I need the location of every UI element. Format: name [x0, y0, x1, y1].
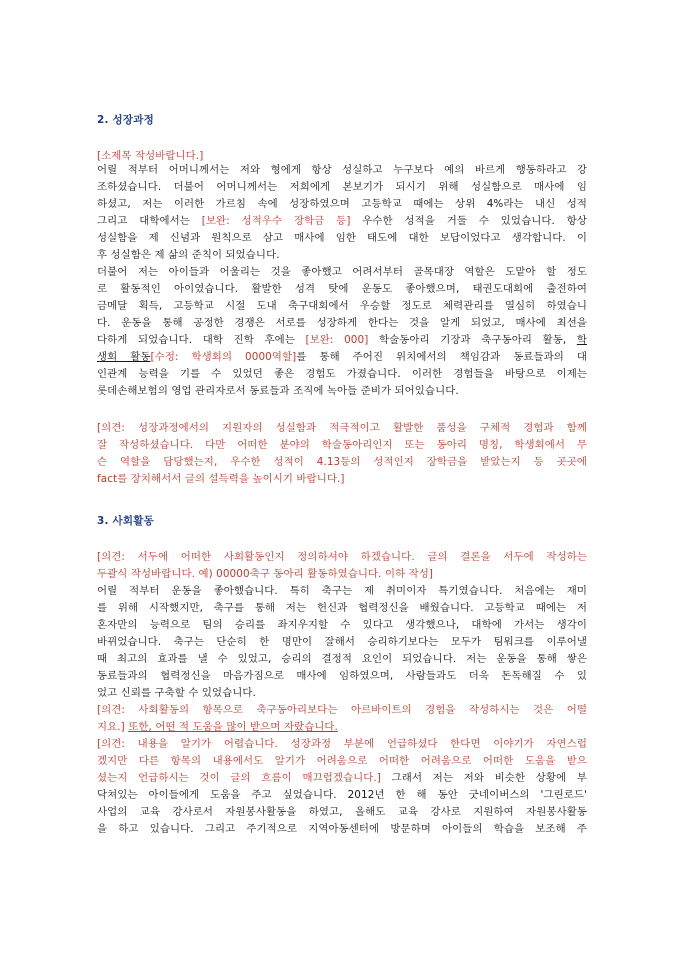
inline-revision-note: [수정: 학생회의 0000역할] — [150, 351, 297, 363]
section-2-comment: fact를 장치해서서 글의 설득력을 높이시기 바랍니다.] — [97, 473, 345, 485]
section-2-prompt: [소제목 작성바랍니다.] — [97, 150, 204, 162]
inline-supplement-note: [보완: 성적우수 장학금 등] — [201, 215, 351, 227]
section-3-comment: 겠지만 다른 항목의 내용에서도 알기가 어려움으로 어떠한 어려움으로 어떠한 도움을 받으 — [97, 755, 587, 767]
section-2-line: 롯데손해보험의 영업 관리자로서 동료들과 조직에 녹아들 준비가 되어있습니다. — [97, 385, 459, 397]
section-3-line: 때 최고의 효과를 낼 수 있었고, 승리의 결정적 요인이 되었습니다. 저는 운동을 통해 쌓은 — [97, 653, 587, 665]
text-run: 우수한 성적을 거둘 수 있었습니다. 항상 — [350, 215, 587, 227]
section-2-line: 다. 운동을 통해 공정한 경쟁은 서로를 성장하게 한다는 것을 알게 되었고, 매사에 최선을 — [97, 317, 587, 329]
section-2-line — [97, 215, 587, 228]
underlined-text: 학 — [576, 334, 587, 346]
section-3-line: 를 위해 시작했지만, 축구를 통해 저는 헌신과 협력정신을 배웠습니다. 고등학교 때에는 저 — [97, 602, 587, 614]
section-2-comment: 슨 역할을 담당했는지, 우수한 성적이 4.13등의 성적인지 장학금을 받았는지 등 곳곳에 — [97, 456, 587, 468]
section-3-comment: [의견: 내용을 알기가 어렵습니다. 성장과정 부분에 언급하셨다 한다면 이야기가 자연스럽 — [97, 738, 587, 750]
section-2-line: 더불어 저는 아이들과 어울리는 것을 좋아했고 어려서부터 골목대장 역할은 도맡아 할 정도 — [97, 266, 587, 278]
section-2-line: 로 활동적인 아이였습니다. 활발한 성격 탓에 운동도 좋아했으며, 태권도대회에 출전하여 — [97, 283, 587, 295]
section-3-comment: [의견: 사회활동의 항목으로 축구동아리보다는 아르바이트의 경험을 작성하시는 것은 어떨 — [97, 704, 587, 716]
section-2-line: 하셨고, 저는 이러한 가르침 속에 성장하였으며 고등학교 때에는 상위 4%라는 내신 성적 — [97, 198, 587, 210]
section-3-line: 사업의 교육 강사로서 자원봉사활동을 하였고, 올해도 교육 강사로 지원하여 자원봉사활동 — [97, 806, 587, 818]
text-run: 그래서 저는 저와 비슷한 상황에 부 — [380, 772, 587, 784]
section-3-line: 었고 신뢰를 구축할 수 있었습니다. — [97, 687, 256, 699]
text-run: 학술동아리 기장과 축구동아리 활동, — [368, 334, 577, 346]
section-3-line: 어릴 적부터 운동을 좋아했습니다. 특히 축구는 제 취미이자 특기였습니다. 처음에는 재미 — [97, 585, 587, 597]
section-2-line: 금메달 획득, 고등학교 시절 도내 축구대회에서 우승할 정도로 체력관리를 열심히 하였습니 — [97, 300, 587, 312]
underlined-text: 또한, 어떤 적 도움을 많이 받으며 자랐습니다. — [128, 721, 338, 733]
text-run: 지요.] — [97, 721, 129, 733]
section-3-comment: [의견: 서두에 어떠한 사회활동인지 정의하셔야 하겠습니다. 글의 결론을 서두에 작성하는 — [97, 551, 587, 563]
section-3-heading: 3. 사회활동 — [97, 515, 154, 527]
section-2-line — [97, 334, 587, 347]
section-2-comment: [의견: 성장과정에서의 지원자의 성실함과 적극적이고 활발한 품성을 구체적 경험과 함께 — [97, 422, 587, 434]
section-2-line: 조하셨습니다. 더불어 어머니께서는 저희에게 본보기가 되시기 위해 성실함으로 매사에 임 — [97, 181, 587, 193]
text-run: 를 통해 주어진 위치에서의 책임감과 동료들과의 대 — [296, 351, 587, 363]
text-run: 다하게 되었습니다. 대학 진학 후에는 — [97, 334, 306, 346]
section-2-line: 성실함을 제 신념과 원칙으로 삼고 매사에 임한 태도에 대한 보답이었다고 생각합니다. 이 — [97, 232, 587, 244]
comment-run: 셨는지 언급하시는 것이 글의 흐름이 매끄럽겠습니다.] — [97, 772, 381, 784]
section-3-line: 혼자만의 능력으로 팀의 승리를 좌지우지할 수 있다고 생각했으나, 대학에 가서는 생각이 — [97, 619, 587, 631]
section-3-comment — [97, 772, 587, 785]
section-3-comment — [97, 721, 587, 734]
section-2-line — [97, 351, 587, 364]
section-3-line: 닥쳐있는 아이들에게 도움을 주고 싶었습니다. 2012년 한 해 동안 굿네이버스의 '그린로드' — [97, 789, 587, 801]
section-3-line: 동료들과의 협력정신을 마음가짐으로 매사에 임하였으며, 사람들과도 더욱 돈독해질 수 있 — [97, 670, 587, 682]
section-3-comment: 두괄식 작성바랍니다. 예) 00000축구 동아리 활동하였습니다. 이하 작성] — [97, 568, 434, 580]
section-2-line: 어릴 적부터 어머니께서는 저와 형에게 항상 성실하고 누구보다 예의 바르게 행동하라고 강 — [97, 164, 587, 176]
section-2-heading: 2. 성장과정 — [97, 114, 154, 126]
section-3-line: 을 하고 있습니다. 그리고 주기적으로 지역아동센터에 방문하며 아이들의 학습을 보조해 주 — [97, 823, 587, 835]
underlined-text: 생회 활동 — [97, 351, 151, 363]
section-2-line: 인관계 능력을 기를 수 있었던 좋은 경험도 가졌습니다. 이러한 경험들을 바탕으로 이제는 — [97, 368, 587, 380]
section-3-line: 바뀌었습니다. 축구는 단순히 한 명만이 잘해서 승리하기보다는 모두가 팀워크를 이루어낼 — [97, 636, 587, 648]
inline-supplement-note: [보완: 000] — [305, 334, 369, 346]
section-2-line: 후 성실함은 제 삶의 준칙이 되었습니다. — [97, 249, 280, 261]
text-run: 그리고 대학에서는 — [97, 215, 202, 227]
section-2-comment: 잘 작성하셨습니다. 다만 어떠한 분야의 학술동아리인지 또는 동아리 명칭, 학생회에서 무 — [97, 439, 587, 451]
